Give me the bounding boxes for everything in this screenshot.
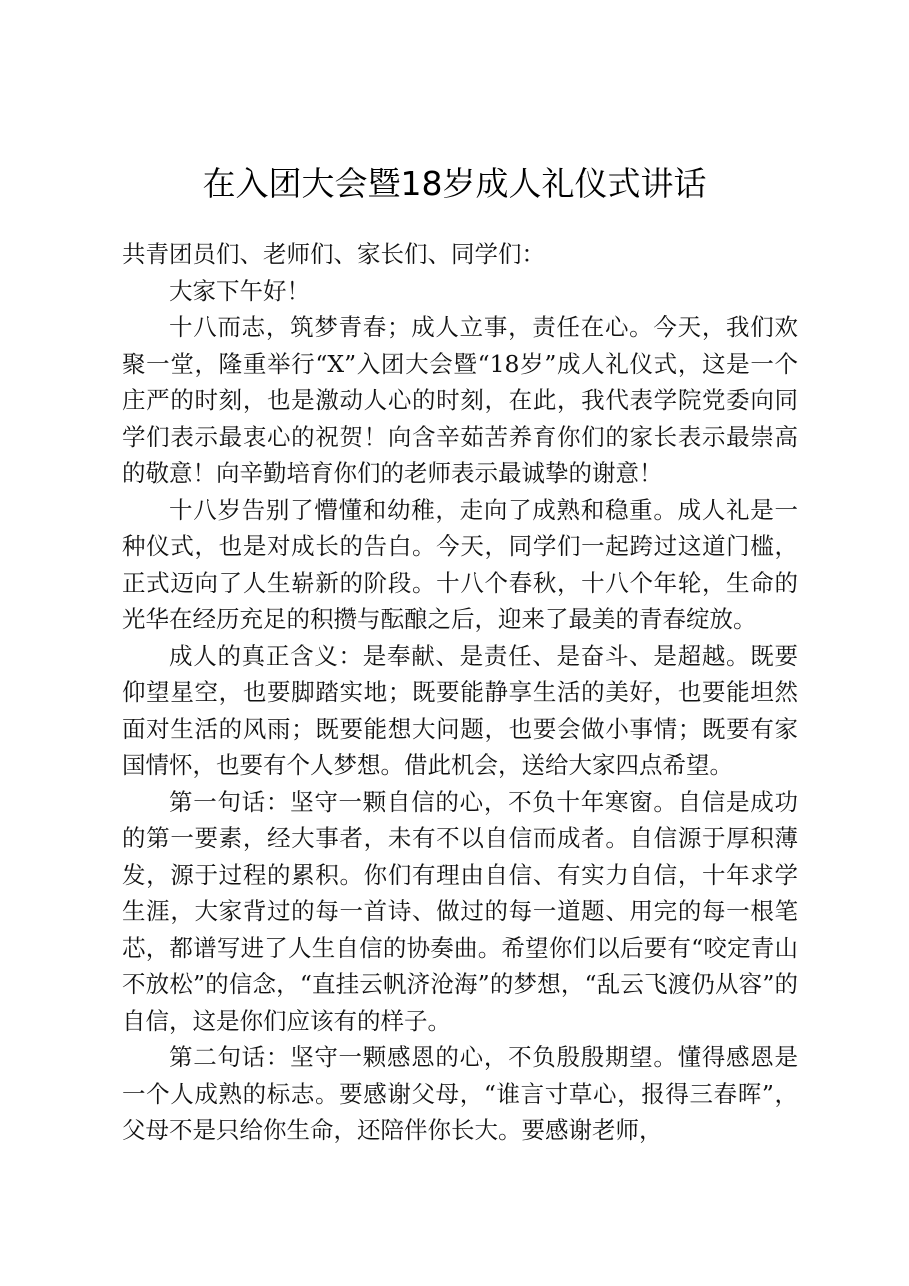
paragraph-first-point: 第一句话：坚守一颗自信的心，不负十年寒窗。自信是成功的第一要素，经大事者，未有不以自信而成者。自信源于厚积薄发，源于过程的累积。你们有理由自信、有实力自信，十年求学生涯，大家背过的每一首诗、做过的每一道题、用完的每一根笔芯，都谱写进了人生自信的协奏曲。希望你们以后要有“咬定青山不放松”的信念，“直挂云帆济沧海”的梦想，“乱云飞渡仍从容”的自信，这是你们应该有的样子。	[122, 787, 798, 1035]
paragraph-opening: 十八而志，筑梦青春；成人立事，责任在心。今天，我们欢聚一堂，隆重举行“X”入团大会暨“18岁”成人礼仪式，这是一个庄严的时刻，也是激动人心的时刻，在此，我代表学院党委向同学们表示最衷心的祝贺！向含辛茹苦养育你们的家长表示最崇高的敬意！向辛勤培育你们的老师表示最诚挚的谢意！	[122, 313, 798, 487]
paragraph-greeting: 大家下午好！	[169, 276, 310, 305]
paragraph-eighteen: 十八岁告别了懵懂和幼稚，走向了成熟和稳重。成人礼是一种仪式，也是对成长的告白。今天，同学们一起跨过这道门槛，正式迈向了人生崭新的阶段。十八个春秋，十八个年轮，生命的光华在经历充足的积攒与酝酿之后，迎来了最美的青春绽放。	[122, 495, 798, 633]
document-title: 在入团大会暨18岁成人礼仪式讲话	[202, 164, 707, 203]
paragraph-meaning: 成人的真正含义：是奉献、是责任、是奋斗、是超越。既要仰望星空，也要脚踏实地；既要能静享生活的美好，也要能坦然面对生活的风雨；既要能想大问题，也要会做小事情；既要有家国情怀，也要有个人梦想。借此机会，送给大家四点希望。	[122, 641, 798, 779]
salutation: 共青团员们、老师们、家长们、同学们：	[122, 240, 545, 268]
document-body	[122, 236, 798, 1149]
paragraph-second-point: 第二句话：坚守一颗感恩的心，不负殷殷期望。懂得感恩是一个人成熟的标志。要感谢父母，“谁言寸草心，报得三春晖”，父母不是只给你生命，还陪伴你长大。要感谢老师，	[122, 1043, 798, 1144]
